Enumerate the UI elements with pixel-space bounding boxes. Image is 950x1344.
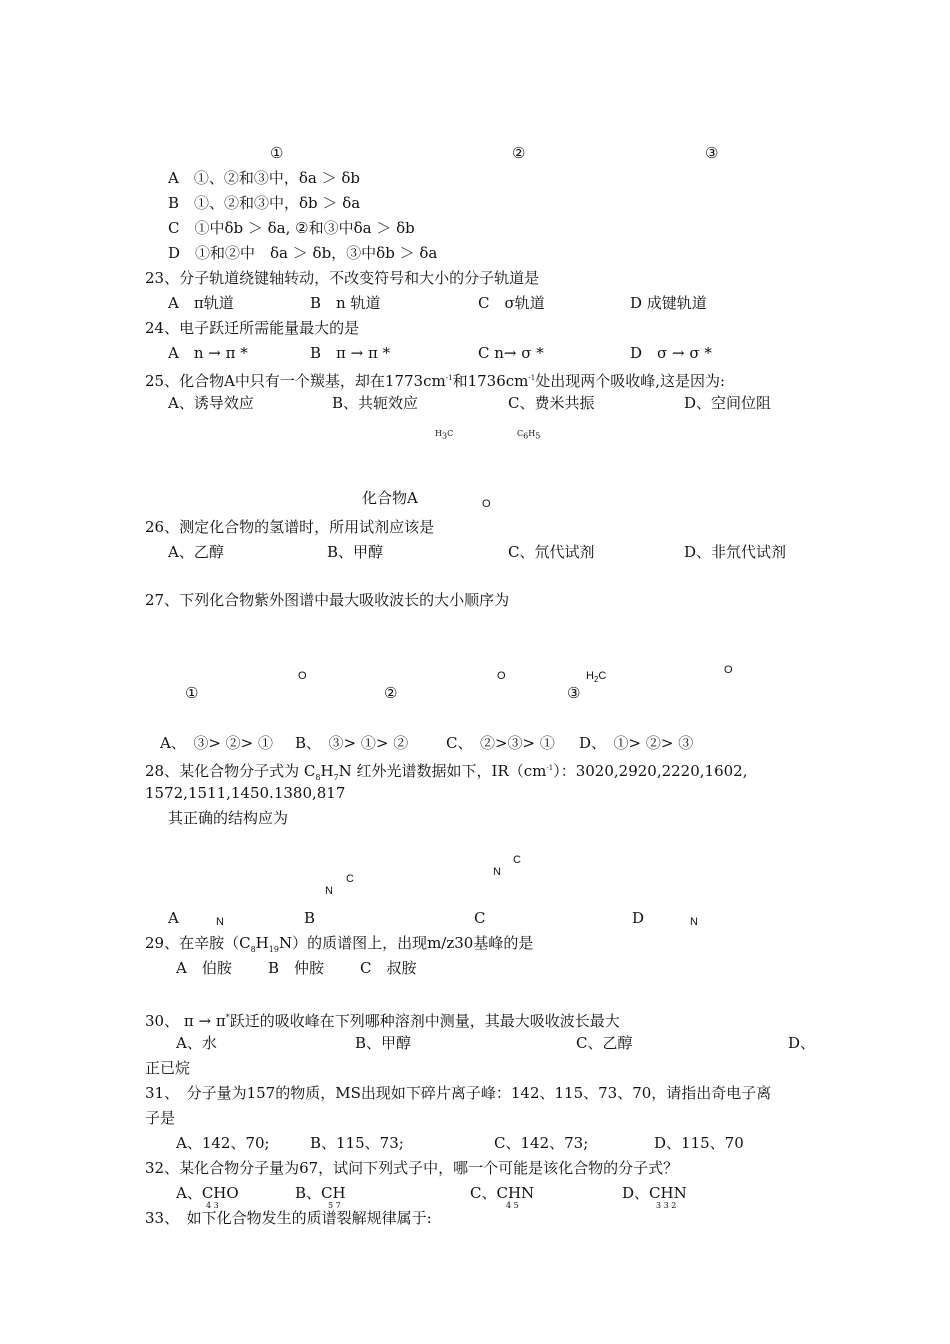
- q33-stem: 33、 如下化合物发生的质谱裂解规律属于:: [145, 1209, 432, 1227]
- q31-stem: 31、 分子量为157的物质，MS出现如下碎片离子峰：142、115、73、70，请指出奇电子离: [145, 1084, 772, 1102]
- q22-label-2: ②: [512, 144, 526, 162]
- q25-struct-oxygen: O: [482, 498, 491, 510]
- q25-option-c: C、费米共振: [508, 394, 595, 412]
- q30-option-a: A、水: [176, 1034, 217, 1052]
- q22-option-c: C ①中δb ＞ δa, ②和③中δa ＞ δb: [168, 219, 415, 237]
- q28-stem-line3: 其正确的结构应为: [168, 809, 289, 827]
- q26-option-c: C、氘代试剂: [508, 543, 595, 561]
- q28-option-d-n: N: [690, 916, 698, 928]
- q31-option-b: B、115、73;: [310, 1134, 404, 1152]
- q27-option-c: C、 ②>③> ①: [446, 734, 555, 752]
- q30-option-d: D、: [788, 1034, 816, 1052]
- q22-option-a: A ①、②和③中，δa ＞ δb: [168, 169, 360, 187]
- q24-option-a: A n → π *: [168, 344, 248, 362]
- q31-option-d: D、115、70: [654, 1134, 744, 1152]
- q23-option-a: A π轨道: [168, 294, 234, 312]
- q28-option-b: B: [304, 909, 316, 927]
- q27-label-3: ③: [567, 684, 581, 702]
- q25-compound-caption: 化合物A: [362, 489, 418, 507]
- q25-struct-c6h5: $C_6H_5$: [517, 429, 541, 441]
- q25-option-a: A、诱导效应: [168, 394, 254, 412]
- q23-option-b: B n 轨道: [310, 294, 381, 312]
- q26-option-b: B、甲醇: [327, 543, 384, 561]
- q30-option-b: B、甲醇: [355, 1034, 412, 1052]
- q27-struct-o1: O: [298, 670, 307, 682]
- q28-option-d: D: [632, 909, 645, 927]
- q27-option-b: B、 ③> ①> ②: [295, 734, 409, 752]
- q32-option-d-subscripts: 3 3 2: [656, 1201, 677, 1210]
- q28-struct-c-upper: C: [513, 854, 521, 866]
- q31-stem-line2: 子是: [145, 1109, 176, 1127]
- q32-option-a: A、CHO: [176, 1184, 239, 1202]
- q31-option-c: C、142、73;: [494, 1134, 589, 1152]
- q32-option-b: B、CH: [295, 1184, 346, 1202]
- q24-stem: 24、电子跃迁所需能量最大的是: [145, 319, 360, 337]
- q32-option-c: C、CHN: [470, 1184, 535, 1202]
- q29-option-c: C 叔胺: [360, 959, 417, 977]
- q25-struct-h3c: $H_3C$: [435, 429, 454, 441]
- q28-option-c: C: [474, 909, 486, 927]
- q28-option-a: A: [168, 909, 179, 927]
- q22-label-1: ①: [270, 144, 284, 162]
- q32-option-a-subscripts: 4 3: [206, 1201, 219, 1210]
- q26-option-a: A、乙醇: [168, 543, 224, 561]
- q30-option-c: C、乙醇: [576, 1034, 633, 1052]
- q29-option-a: A 伯胺: [176, 959, 232, 977]
- q27-struct-o2: O: [497, 670, 506, 682]
- q30-option-d-wrap: 正已烷: [145, 1059, 191, 1077]
- q28-struct-c-lower: C: [346, 873, 354, 885]
- q28-option-a-n: N: [216, 916, 224, 928]
- q25-stem: 25、化合物A中只有一个羰基，却在$1773cm^{-1}$和$1736cm^{-1}$处出现两个吸收峰,这是因为:: [145, 372, 726, 390]
- q24-option-d: D σ → σ *: [630, 344, 712, 362]
- q29-option-b: B 仲胺: [268, 959, 325, 977]
- q24-option-c: C n→ σ *: [478, 344, 544, 362]
- q28-stem: 28、某化合物分子式为 $C_8H_7N$ 红外光谱数据如下，$IR(cm^{-1})$：3020,2920,2220,1602,: [145, 762, 748, 782]
- q28-struct-n-upper: N: [493, 866, 501, 878]
- q31-option-a: A、142、70;: [176, 1134, 270, 1152]
- q23-option-d: D 成键轨道: [630, 294, 707, 312]
- q26-option-d: D、非氘代试剂: [684, 543, 787, 561]
- q22-option-b: B ①、②和③中，δb ＞ δa: [168, 194, 361, 212]
- q27-option-a: A、 ③> ②> ①: [160, 734, 274, 752]
- q27-label-1: ①: [185, 684, 199, 702]
- q29-stem: 29、在辛胺$(C_8H_{19}N)$的质谱图上，出现m/z30基峰的是: [145, 934, 534, 954]
- q30-stem: 30、 π → π*跃迁的吸收峰在下列哪种溶剂中测量，其最大吸收波长最大: [145, 1012, 620, 1030]
- q25-option-d: D、空间位阻: [684, 394, 772, 412]
- q32-option-d: D、CHN: [622, 1184, 687, 1202]
- q32-stem: 32、某化合物分子量为67，试问下列式子中，哪一个可能是该化合物的分子式？: [145, 1159, 679, 1177]
- q25-option-b: B、共轭效应: [332, 394, 419, 412]
- q27-stem: 27、下列化合物紫外图谱中最大吸收波长的大小顺序为: [145, 591, 510, 609]
- q27-struct-h2c: $H_2C$: [586, 670, 607, 685]
- q27-label-2: ②: [384, 684, 398, 702]
- q22-option-d: D ①和②中 δa ＞ δb，③中δb ＞ δa: [168, 244, 438, 262]
- q28-struct-n-lower: N: [325, 885, 333, 897]
- q28-stem-line2: 1572,1511,1450.1380,817: [145, 784, 346, 802]
- q27-struct-o3: O: [724, 664, 733, 676]
- q23-option-c: C σ轨道: [478, 294, 545, 312]
- q26-stem: 26、测定化合物的氢谱时，所用试剂应该是: [145, 518, 435, 536]
- q24-option-b: B π → π *: [310, 344, 391, 362]
- q27-option-d: D、 ①> ②> ③: [579, 734, 694, 752]
- q32-option-b-subscripts: 5 7: [328, 1201, 341, 1210]
- q22-label-3: ③: [705, 144, 719, 162]
- q23-stem: 23、分子轨道绕键轴转动，不改变符号和大小的分子轨道是: [145, 269, 540, 287]
- q32-option-c-subscripts: 4 5: [506, 1201, 519, 1210]
